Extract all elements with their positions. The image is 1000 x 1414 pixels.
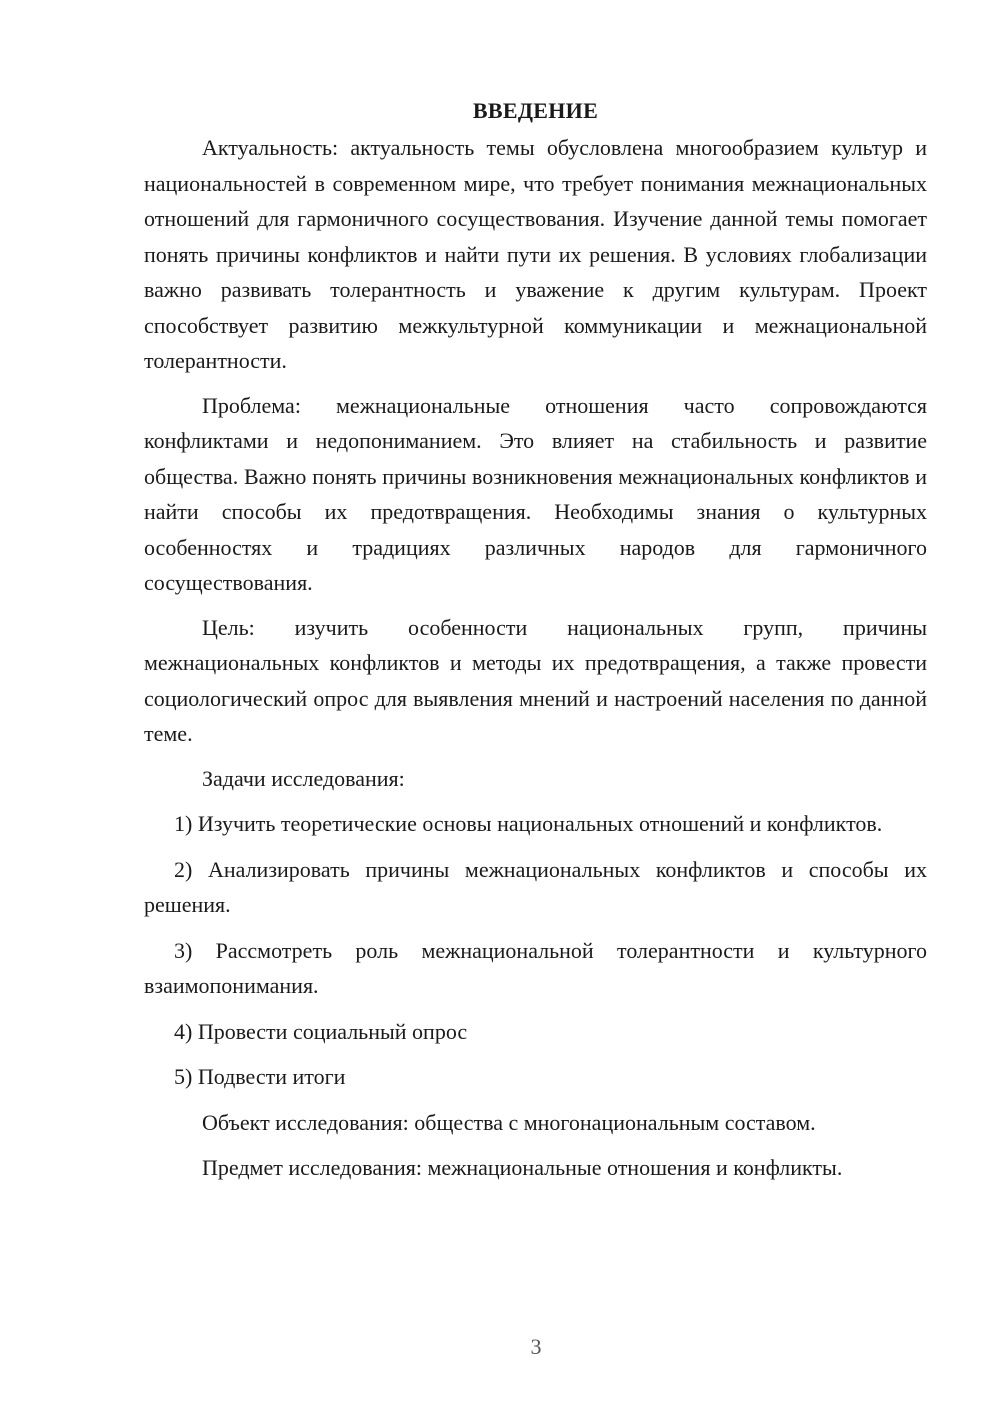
paragraph-goal: Цель: изучить особенности национальных групп, причины межнациональных конфликтов и методы их предотвращения, а также провести социологический опрос для выявления мнений и настроений населения по данной теме. <box>144 614 927 746</box>
research-object: Объект исследования: общества с многонациональным составом. <box>202 1109 816 1135</box>
page-number: 3 <box>530 1334 542 1359</box>
task-item-5: 5) Подвести итоги <box>174 1064 346 1089</box>
research-subject: Предмет исследования: межнациональные отношения и конфликты. <box>202 1155 843 1180</box>
task-item-1: 1) Изучить теоретические основы национальных отношений и конфликтов. <box>174 811 883 836</box>
task-item-4: 4) Провести социальный опрос <box>174 1018 468 1044</box>
paragraph-relevance: Актуальность: актуальность темы обусловлена многообразием культур и национальностей в современном мире, что требует понимания межнациональных отношений для гармоничного сосуществования. Изучение данной темы помогает понять причины конфликтов и найти пути их решения. В условиях глобализации важно развивать толерантность и уважение к другим культурам. Проект способствует развитию межкультурной коммуникации и межнациональной толерантности. <box>144 135 927 373</box>
task-item-3: 3) Рассмотреть роль межнациональной толерантности и культурного взаимопонимания. <box>144 937 927 998</box>
paragraph-problem: Проблема: межнациональные отношения часто сопровождаются конфликтами и недопониманием. Это влияет на стабильность и развитие общества. Важно понять причины возникновения межнациональных конфликтов и найти способы их предотвращения. Необходимы знания о культурных особенностях и традициях различных народов для гармоничного сосуществования. <box>144 392 927 595</box>
section-title: ВВЕДЕНИЕ <box>472 98 599 123</box>
tasks-heading: Задачи исследования: <box>202 765 405 791</box>
task-item-2: 2) Анализировать причины межнациональных конфликтов и способы их решения. <box>144 856 927 917</box>
document-page <box>144 96 927 1196</box>
